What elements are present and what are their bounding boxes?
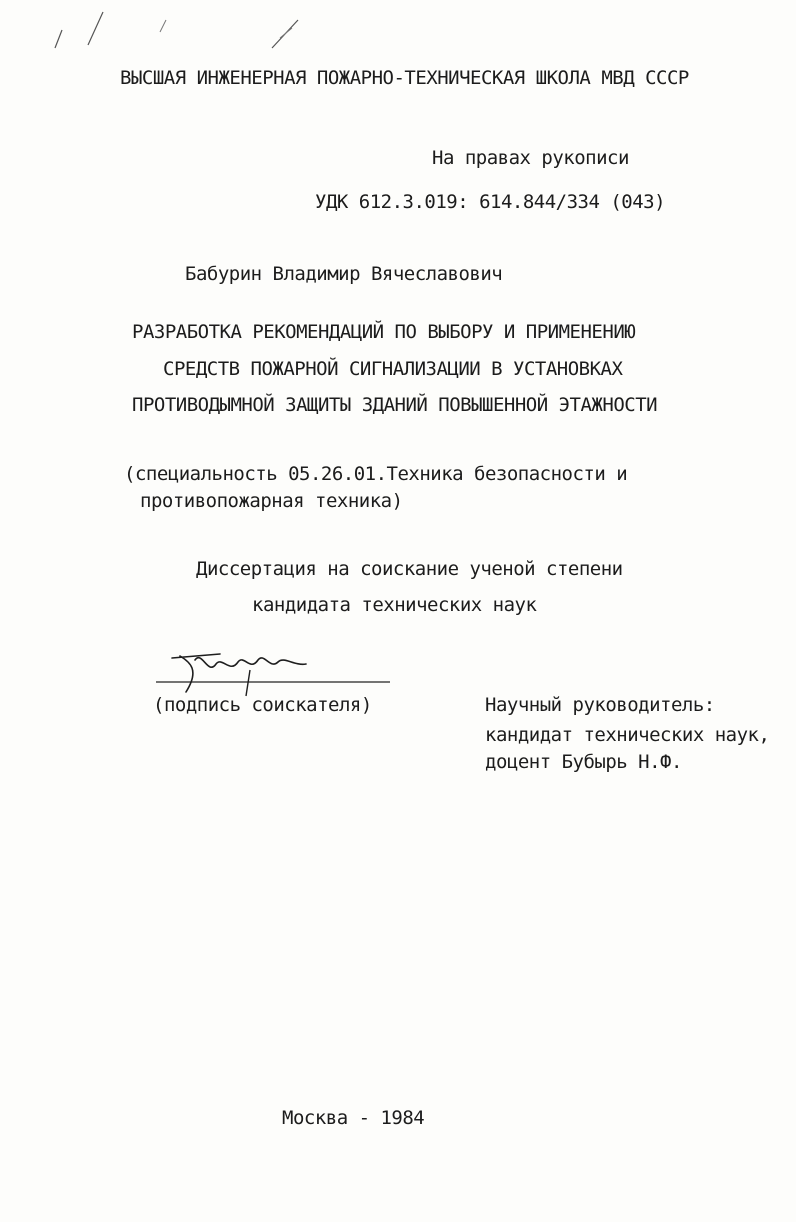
dissertation-line: кандидата технических наук xyxy=(252,594,537,616)
author-name: Бабурин Владимир Вячеславович xyxy=(185,263,503,285)
specialty-line: (специальность 05.26.01.Техника безопасности и xyxy=(124,463,628,485)
supervisor-degree: кандидат технических наук, xyxy=(485,724,770,746)
pen-stroke xyxy=(160,20,166,32)
city-year: Москва - 1984 xyxy=(282,1107,425,1129)
institution-name: ВЫСШАЯ ИНЖЕНЕРНАЯ ПОЖАРНО-ТЕХНИЧЕСКАЯ ШКОЛА МВД СССР xyxy=(120,67,689,89)
specialty-line: противопожарная техника) xyxy=(140,490,403,512)
signature xyxy=(150,640,400,700)
udc-code: УДК 612.3.019: 614.844/334 (043) xyxy=(315,191,666,213)
pen-stroke xyxy=(280,28,292,38)
scan-marks xyxy=(0,0,796,120)
supervisor-label: Научный руководитель: xyxy=(485,694,715,716)
pen-stroke xyxy=(55,30,62,48)
title-line: РАЗРАБОТКА РЕКОМЕНДАЦИЙ ПО ВЫБОРУ И ПРИМЕНЕНИЮ xyxy=(132,321,636,343)
manuscript-rights: На правах рукописи xyxy=(432,147,629,169)
signature-caption: (подпись соискателя) xyxy=(153,694,372,716)
pen-stroke xyxy=(88,12,103,45)
title-line: ПРОТИВОДЫМНОЙ ЗАЩИТЫ ЗДАНИЙ ПОВЫШЕННОЙ ЭТАЖНОСТИ xyxy=(132,394,658,416)
dissertation-line: Диссертация на соискание ученой степени xyxy=(196,558,623,580)
title-line: СРЕДСТВ ПОЖАРНОЙ СИГНАЛИЗАЦИИ В УСТАНОВКАХ xyxy=(163,358,623,380)
supervisor-name: доцент Бубырь Н.Ф. xyxy=(485,751,682,773)
signature-ink xyxy=(172,654,306,692)
